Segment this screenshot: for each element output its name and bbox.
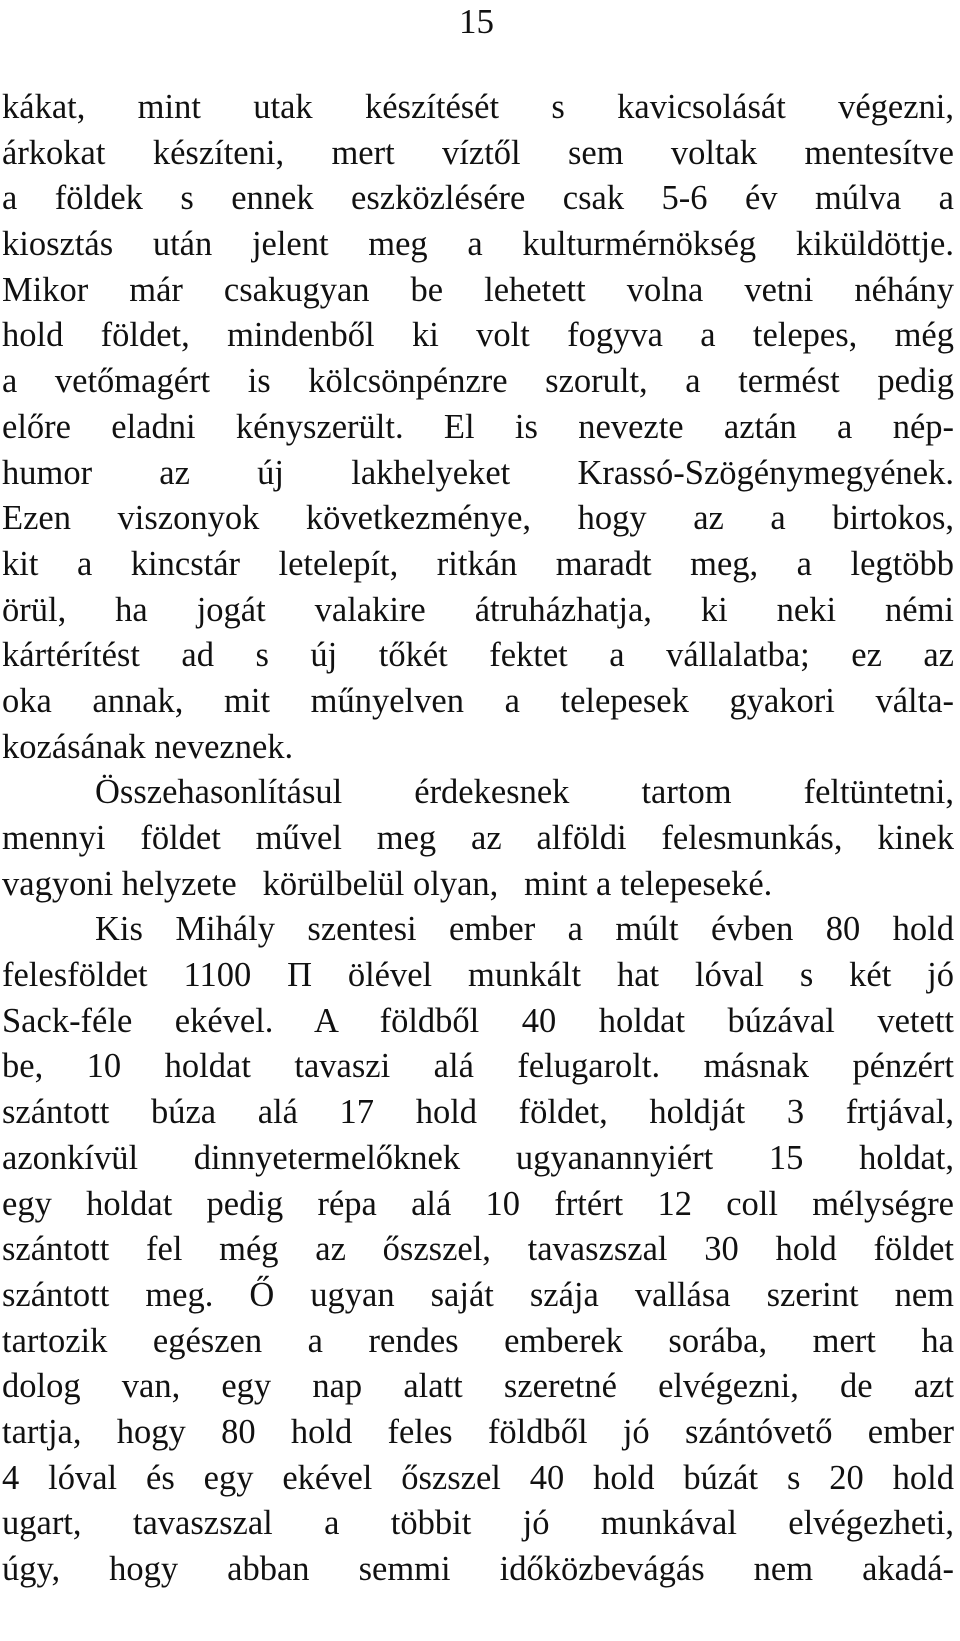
- text-line: humor az új lakhelyeket Krassó-Szögénymegyének.: [2, 453, 954, 492]
- text-line: 4 lóval és egy ekével őszszel 40 hold búzát s 20 hold: [2, 1458, 954, 1497]
- text-line: dolog van, egy nap alatt szeretné elvégezni, de azt: [2, 1367, 954, 1406]
- text-line: tartozik egészen a rendes emberek sorába, mert ha: [2, 1321, 954, 1360]
- body-text: [2, 85, 954, 1593]
- text-line: szántott fel még az őszszel, tavaszszal 30 hold földet: [2, 1230, 954, 1269]
- page-number: 15: [459, 2, 494, 41]
- text-line: kártérítést ad s új tőkét fektet a vállalatba; ez az: [2, 636, 954, 675]
- text-line: vagyoni helyzete körülbelül olyan, mint a telepeseké.: [2, 864, 773, 903]
- text-line: szántott búza alá 17 hold földet, holdját 3 frtjával,: [2, 1093, 954, 1132]
- text-line: előre eladni kényszerült. El is nevezte aztán a nép-: [2, 407, 954, 446]
- text-line: Sack-féle ekével. A földből 40 holdat búzával vetett: [2, 1001, 954, 1040]
- text-line: Kis Mihály szentesi ember a múlt évben 80 hold: [95, 910, 954, 949]
- text-line: Ezen viszonyok következménye, hogy az a birtokos,: [2, 499, 954, 538]
- paragraph-2: [2, 770, 954, 907]
- text-line: oka annak, mit műnyelven a telepesek gyakori válta-: [2, 681, 954, 720]
- text-line: ugart, tavaszszal a többit jó munkával elvégezheti,: [2, 1504, 954, 1543]
- text-line: árkokat készíteni, mert víztől sem voltak mentesítve: [2, 133, 954, 172]
- text-line: kákat, mint utak készítését s kavicsolását végezni,: [2, 88, 954, 126]
- text-line: örül, ha jogát valakire átruházhatja, ki neki némi: [2, 590, 954, 629]
- text-line: hold földet, mindenből ki volt fogyva a telepes, még: [2, 316, 954, 355]
- text-line: Összehasonlításul érdekesnek tartom feltüntetni,: [95, 773, 954, 812]
- text-line: felesföldet 1100 Π ölével munkált hat lóval s két jó: [2, 956, 954, 995]
- text-line: egy holdat pedig répa alá 10 frtért 12 coll mélységre: [2, 1184, 954, 1223]
- text-line: Mikor már csakugyan be lehetett volna vetni néhány: [2, 270, 954, 309]
- text-line: azonkívül dinnyetermelőknek ugyanannyiért 15 holdat,: [2, 1138, 954, 1177]
- text-line: tartja, hogy 80 hold feles földből jó szántóvető ember: [2, 1412, 954, 1451]
- text-line: úgy, hogy abban semmi időközbevágás nem akadá-: [2, 1550, 954, 1588]
- paragraph-3: [2, 907, 954, 1592]
- text-line: mennyi földet művel meg az alföldi felesmunkás, kinek: [2, 819, 954, 857]
- text-line: szántott meg. Ő ugyan saját szája vallása szerint nem: [2, 1275, 954, 1314]
- text-line: a vetőmagért is kölcsönpénzre szorult, a termést pedig: [2, 362, 954, 401]
- text-line: kiosztás után jelent meg a kulturmérnökség kiküldöttje.: [2, 225, 954, 264]
- text-line: kozásának neveznek.: [2, 727, 294, 766]
- paragraph-1: [2, 85, 954, 770]
- text-line: kit a kincstár letelepít, ritkán maradt meg, a legtöbb: [2, 544, 954, 583]
- text-line: a földek s ennek eszközlésére csak 5-6 év múlva a: [2, 179, 954, 218]
- text-line: be, 10 holdat tavaszi alá felugarolt. másnak pénzért: [2, 1047, 954, 1086]
